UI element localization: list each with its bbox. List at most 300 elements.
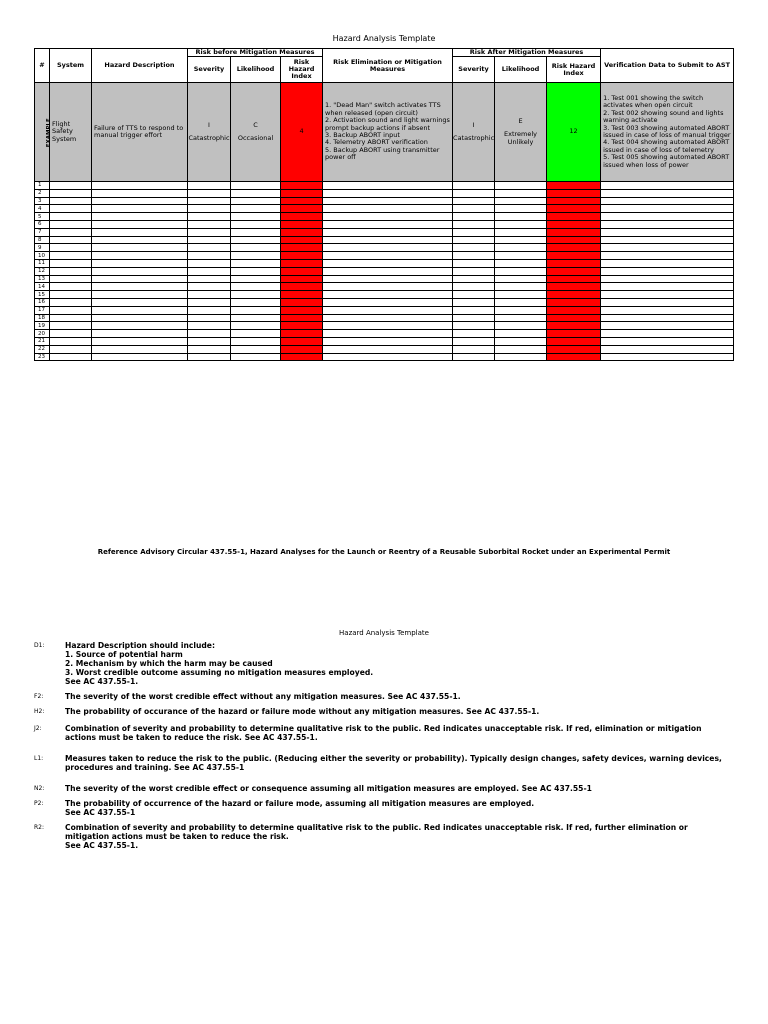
table-cell [188, 291, 231, 299]
risk-index-cell [281, 244, 323, 252]
header-likelihood-after: Likelihood [495, 57, 547, 83]
table-cell [50, 236, 92, 244]
header-likelihood-before: Likelihood [231, 57, 281, 83]
risk-index-cell [547, 213, 601, 221]
table-cell [188, 267, 231, 275]
table-cell [453, 322, 495, 330]
risk-index-cell [547, 189, 601, 197]
risk-index-cell [281, 283, 323, 291]
note-body [65, 784, 735, 793]
table-cell [231, 213, 281, 221]
table-cell [92, 306, 188, 314]
example-likelihood-before: C Occasional [231, 83, 281, 182]
table-cell [495, 330, 547, 338]
table-cell [323, 298, 453, 306]
risk-index-cell [547, 182, 601, 190]
row-number: 15 [35, 291, 50, 299]
table-cell [453, 267, 495, 275]
note-code: D1: [34, 642, 45, 649]
table-cell [50, 291, 92, 299]
risk-index-cell [281, 259, 323, 267]
note-line: The severity of the worst credible effect or consequence assuming all mitigation measures are employed. See AC 437.55-1 [65, 784, 592, 793]
table-row [35, 275, 734, 283]
table-cell [50, 228, 92, 236]
table-cell [92, 283, 188, 291]
table-cell [92, 314, 188, 322]
row-number: 20 [35, 330, 50, 338]
table-cell [453, 275, 495, 283]
table-cell [231, 314, 281, 322]
table-cell [231, 205, 281, 213]
header-rhi-after: Risk Hazard Index [547, 57, 601, 83]
table-cell [188, 322, 231, 330]
note-code: H2: [34, 708, 45, 715]
row-number: 16 [35, 298, 50, 306]
table-cell [188, 228, 231, 236]
table-cell [323, 182, 453, 190]
risk-index-cell [547, 205, 601, 213]
risk-index-cell [547, 298, 601, 306]
header-severity-after: Severity [453, 57, 495, 83]
page-title: Hazard Analysis Template [332, 34, 436, 43]
table-cell [601, 291, 734, 299]
row-number: 19 [35, 322, 50, 330]
table-row [35, 236, 734, 244]
table-cell [231, 291, 281, 299]
note-line: The probability of occurrence of the hazard or failure mode, assuming all mitigation measures are employed. [65, 799, 535, 808]
table-cell [323, 220, 453, 228]
table-cell [188, 353, 231, 361]
note-line: The probability of occurance of the hazard or failure mode without any mitigation measures. See AC 437.55-1. [65, 707, 540, 716]
risk-index-cell [547, 322, 601, 330]
row-number: 17 [35, 306, 50, 314]
table-cell [495, 252, 547, 260]
table-cell [50, 213, 92, 221]
table-row [35, 267, 734, 275]
table-cell [92, 275, 188, 283]
table-rows [35, 182, 734, 361]
risk-index-cell [547, 291, 601, 299]
note-code: L1: [34, 755, 44, 762]
note-line: mitigation actions must be taken to reduce the risk. [65, 832, 289, 841]
table-cell [323, 345, 453, 353]
table-cell [188, 252, 231, 260]
table-cell [188, 337, 231, 345]
table-cell [231, 322, 281, 330]
risk-index-cell [547, 228, 601, 236]
table-row [35, 314, 734, 322]
risk-index-cell [547, 306, 601, 314]
table-cell [323, 322, 453, 330]
table-cell [495, 345, 547, 353]
table-cell [188, 330, 231, 338]
table-cell [231, 306, 281, 314]
note-body [65, 724, 735, 742]
table-cell [50, 298, 92, 306]
row-number: 11 [35, 259, 50, 267]
risk-index-cell [547, 337, 601, 345]
table-cell [495, 306, 547, 314]
table-cell [323, 353, 453, 361]
table-cell [231, 275, 281, 283]
reference-text: Reference Advisory Circular 437.55-1, Hazard Analyses for the Launch or Reentry of a Reusable Suborbital Rocket under an Experimental Permit [97, 548, 671, 556]
table-cell [188, 182, 231, 190]
table-cell [601, 244, 734, 252]
table-cell [50, 189, 92, 197]
table-cell [601, 197, 734, 205]
table-cell [92, 244, 188, 252]
table-cell [92, 252, 188, 260]
table-cell [601, 306, 734, 314]
row-number: 2 [35, 189, 50, 197]
table-cell [231, 267, 281, 275]
risk-index-cell [281, 267, 323, 275]
table-cell [50, 353, 92, 361]
risk-index-cell [281, 345, 323, 353]
table-row [35, 345, 734, 353]
table-cell [453, 228, 495, 236]
table-cell [495, 244, 547, 252]
note-line: Combination of severity and probability to determine qualitative risk to the public. Red indicates unacceptable risk. If red, elimination or mitigation [65, 724, 702, 733]
example-label: EXAMPLE [45, 117, 52, 148]
table-cell [231, 283, 281, 291]
table-cell [495, 322, 547, 330]
table-cell [601, 228, 734, 236]
risk-index-cell [281, 275, 323, 283]
table-cell [92, 291, 188, 299]
risk-index-cell [281, 205, 323, 213]
risk-index-cell [281, 182, 323, 190]
risk-index-cell [547, 252, 601, 260]
table-cell [50, 252, 92, 260]
table-cell [601, 182, 734, 190]
risk-index-cell [281, 330, 323, 338]
table-cell [231, 252, 281, 260]
example-severity-before: I Catastrophic [188, 83, 231, 182]
table-cell [495, 213, 547, 221]
note-line: 1. Source of potential harm [65, 650, 183, 659]
header-risk-before: Risk before Mitigation Measures [188, 49, 323, 57]
header-risk-elimination: Risk Elimination or Mitigation Measures [323, 49, 453, 83]
table-cell [188, 306, 231, 314]
table-row [35, 337, 734, 345]
table-cell [92, 236, 188, 244]
table-cell [323, 314, 453, 322]
table-cell [188, 314, 231, 322]
table-cell [601, 220, 734, 228]
table-cell [50, 306, 92, 314]
table-cell [231, 197, 281, 205]
table-cell [92, 182, 188, 190]
risk-index-cell [281, 189, 323, 197]
table-row [35, 322, 734, 330]
table-row [35, 298, 734, 306]
table-cell [50, 345, 92, 353]
row-number: 6 [35, 220, 50, 228]
table-cell [188, 197, 231, 205]
risk-index-cell [281, 236, 323, 244]
risk-index-cell [281, 228, 323, 236]
note-line: See AC 437.55-1. [65, 841, 139, 850]
example-system: Flight Safety System [50, 83, 92, 182]
table-cell [323, 330, 453, 338]
risk-index-cell [547, 353, 601, 361]
risk-index-cell [281, 322, 323, 330]
table-cell [495, 314, 547, 322]
row-number: 22 [35, 345, 50, 353]
table-cell [323, 228, 453, 236]
table-cell [188, 259, 231, 267]
risk-index-cell [547, 220, 601, 228]
table-cell [495, 220, 547, 228]
table-cell [188, 236, 231, 244]
table-cell [231, 220, 281, 228]
table-cell [601, 236, 734, 244]
table-cell [50, 330, 92, 338]
note-code: R2: [34, 824, 45, 831]
table-cell [453, 298, 495, 306]
table-cell [231, 330, 281, 338]
table-row [35, 291, 734, 299]
table-row [35, 244, 734, 252]
table-row [35, 330, 734, 338]
table-row [35, 213, 734, 221]
table-cell [188, 213, 231, 221]
row-number: 1 [35, 182, 50, 190]
table-cell [601, 337, 734, 345]
table-cell [92, 322, 188, 330]
row-number: 18 [35, 314, 50, 322]
table-cell [453, 306, 495, 314]
header-num: # [35, 49, 50, 83]
table-cell [231, 337, 281, 345]
table-cell [50, 283, 92, 291]
table-cell [231, 353, 281, 361]
table-cell [50, 220, 92, 228]
note-code: J2: [34, 725, 42, 732]
table-cell [601, 283, 734, 291]
risk-index-cell [547, 259, 601, 267]
table-cell [323, 306, 453, 314]
table-row [35, 283, 734, 291]
table-cell [495, 353, 547, 361]
table-cell [323, 189, 453, 197]
example-rhi-before: 4 [281, 83, 323, 182]
table-cell [50, 259, 92, 267]
table-cell [50, 275, 92, 283]
note-line: procedures and training. See AC 437.55-1 [65, 763, 245, 772]
table-cell [601, 314, 734, 322]
table-cell [601, 252, 734, 260]
note-body [65, 799, 735, 817]
table-cell [188, 189, 231, 197]
table-cell [231, 298, 281, 306]
header-rhi-before: Risk Hazard Index [281, 57, 323, 83]
table-row [35, 353, 734, 361]
risk-index-cell [547, 197, 601, 205]
example-mitigation: 1. "Dead Man" switch activates TTS when released (open circuit) 2. Activation sound and light warnings prompt backup actions if absent 3. Backup ABORT input 4. Telemetry ABORT verification 5. Backup ABORT using transmitter power off [323, 83, 453, 182]
table-cell [453, 244, 495, 252]
note-line: The severity of the worst credible effect without any mitigation measures. See AC 437.55-1. [65, 692, 461, 701]
row-number: 9 [35, 244, 50, 252]
row-number: 13 [35, 275, 50, 283]
example-hazard: Failure of TTS to respond to manual trigger effort [92, 83, 188, 182]
table-cell [231, 228, 281, 236]
header-risk-after: Risk After Mitigation Measures [453, 49, 601, 57]
table-cell [231, 345, 281, 353]
table-cell [601, 267, 734, 275]
table-cell [92, 267, 188, 275]
table-cell [92, 298, 188, 306]
table-cell [188, 244, 231, 252]
table-cell [601, 259, 734, 267]
table-cell [453, 283, 495, 291]
table-cell [453, 345, 495, 353]
table-cell [453, 236, 495, 244]
table-cell [601, 189, 734, 197]
table-cell [231, 236, 281, 244]
table-cell [601, 298, 734, 306]
row-number: 14 [35, 283, 50, 291]
row-number: 12 [35, 267, 50, 275]
row-number: 8 [35, 236, 50, 244]
note-body [65, 823, 735, 850]
table-cell [453, 252, 495, 260]
risk-index-cell [281, 291, 323, 299]
table-cell [323, 291, 453, 299]
table-cell [495, 337, 547, 345]
note-body [65, 707, 735, 716]
header-hazard-description: Hazard Description [92, 49, 188, 83]
table-cell [50, 197, 92, 205]
risk-index-cell [281, 197, 323, 205]
table-cell [323, 337, 453, 345]
risk-index-cell [547, 267, 601, 275]
table-cell [323, 267, 453, 275]
table-cell [50, 182, 92, 190]
row-number: 21 [35, 337, 50, 345]
row-number: 5 [35, 213, 50, 221]
table-cell [453, 197, 495, 205]
risk-index-cell [281, 252, 323, 260]
row-number: 7 [35, 228, 50, 236]
table-row [35, 182, 734, 190]
example-likelihood-after: E Extremely Unlikely [495, 83, 547, 182]
table-cell [92, 353, 188, 361]
row-number: 23 [35, 353, 50, 361]
risk-index-cell [547, 345, 601, 353]
table-cell [495, 197, 547, 205]
table-cell [601, 322, 734, 330]
table-cell [92, 197, 188, 205]
table-cell [92, 330, 188, 338]
table-cell [188, 220, 231, 228]
table-cell [231, 244, 281, 252]
table-cell [92, 345, 188, 353]
table-cell [50, 205, 92, 213]
table-cell [92, 205, 188, 213]
note-line: Combination of severity and probability to determine qualitative risk to the public. Red indicates unacceptable risk. If red, further elimination or [65, 823, 688, 832]
table-cell [323, 275, 453, 283]
table-cell [323, 197, 453, 205]
table-cell [453, 205, 495, 213]
table-cell [601, 330, 734, 338]
risk-index-cell [547, 244, 601, 252]
table-row [35, 189, 734, 197]
table-cell [92, 337, 188, 345]
table-cell [601, 213, 734, 221]
table-row [35, 197, 734, 205]
table-cell [231, 182, 281, 190]
table-cell [453, 182, 495, 190]
table-cell [453, 330, 495, 338]
table-cell [50, 314, 92, 322]
table-cell [453, 259, 495, 267]
row-number: 3 [35, 197, 50, 205]
risk-index-cell [547, 275, 601, 283]
table-row [35, 205, 734, 213]
table-cell [323, 244, 453, 252]
table-cell [323, 259, 453, 267]
note-body [65, 692, 735, 701]
note-line: 3. Worst credible outcome assuming no mitigation measures employed. [65, 668, 374, 677]
table-cell [188, 205, 231, 213]
risk-index-cell [281, 337, 323, 345]
note-body [65, 641, 735, 686]
table-cell [601, 345, 734, 353]
table-cell [453, 314, 495, 322]
table-cell [323, 252, 453, 260]
table-cell [50, 244, 92, 252]
table-row [35, 306, 734, 314]
example-label-cell [35, 83, 50, 182]
header-verification: Verification Data to Submit to AST [601, 49, 734, 83]
table-cell [453, 353, 495, 361]
note-line: Hazard Description should include: [65, 641, 215, 650]
header-system: System [50, 49, 92, 83]
example-rhi-after: 12 [547, 83, 601, 182]
risk-index-cell [547, 314, 601, 322]
hazard-analysis-table [34, 48, 734, 361]
table-row [35, 228, 734, 236]
table-cell [601, 205, 734, 213]
row-number: 4 [35, 205, 50, 213]
table-cell [50, 322, 92, 330]
table-cell [495, 205, 547, 213]
row-number: 10 [35, 252, 50, 260]
table-cell [323, 283, 453, 291]
table-cell [323, 205, 453, 213]
note-code: F2: [34, 693, 44, 700]
note-line: See AC 437.55-1. [65, 677, 139, 686]
table-cell [495, 275, 547, 283]
note-code: N2: [34, 785, 45, 792]
table-cell [495, 182, 547, 190]
risk-index-cell [281, 353, 323, 361]
table-cell [495, 298, 547, 306]
table-cell [495, 291, 547, 299]
table-cell [92, 213, 188, 221]
table-cell [495, 259, 547, 267]
risk-index-cell [281, 220, 323, 228]
table-cell [495, 189, 547, 197]
note-line: Measures taken to reduce the risk to the public. (Reducing either the severity or probability). Typically design changes, safety devices, warning devices, [65, 754, 722, 763]
risk-index-cell [547, 236, 601, 244]
table-cell [188, 298, 231, 306]
table-cell [453, 220, 495, 228]
table-cell [495, 283, 547, 291]
risk-index-cell [281, 314, 323, 322]
